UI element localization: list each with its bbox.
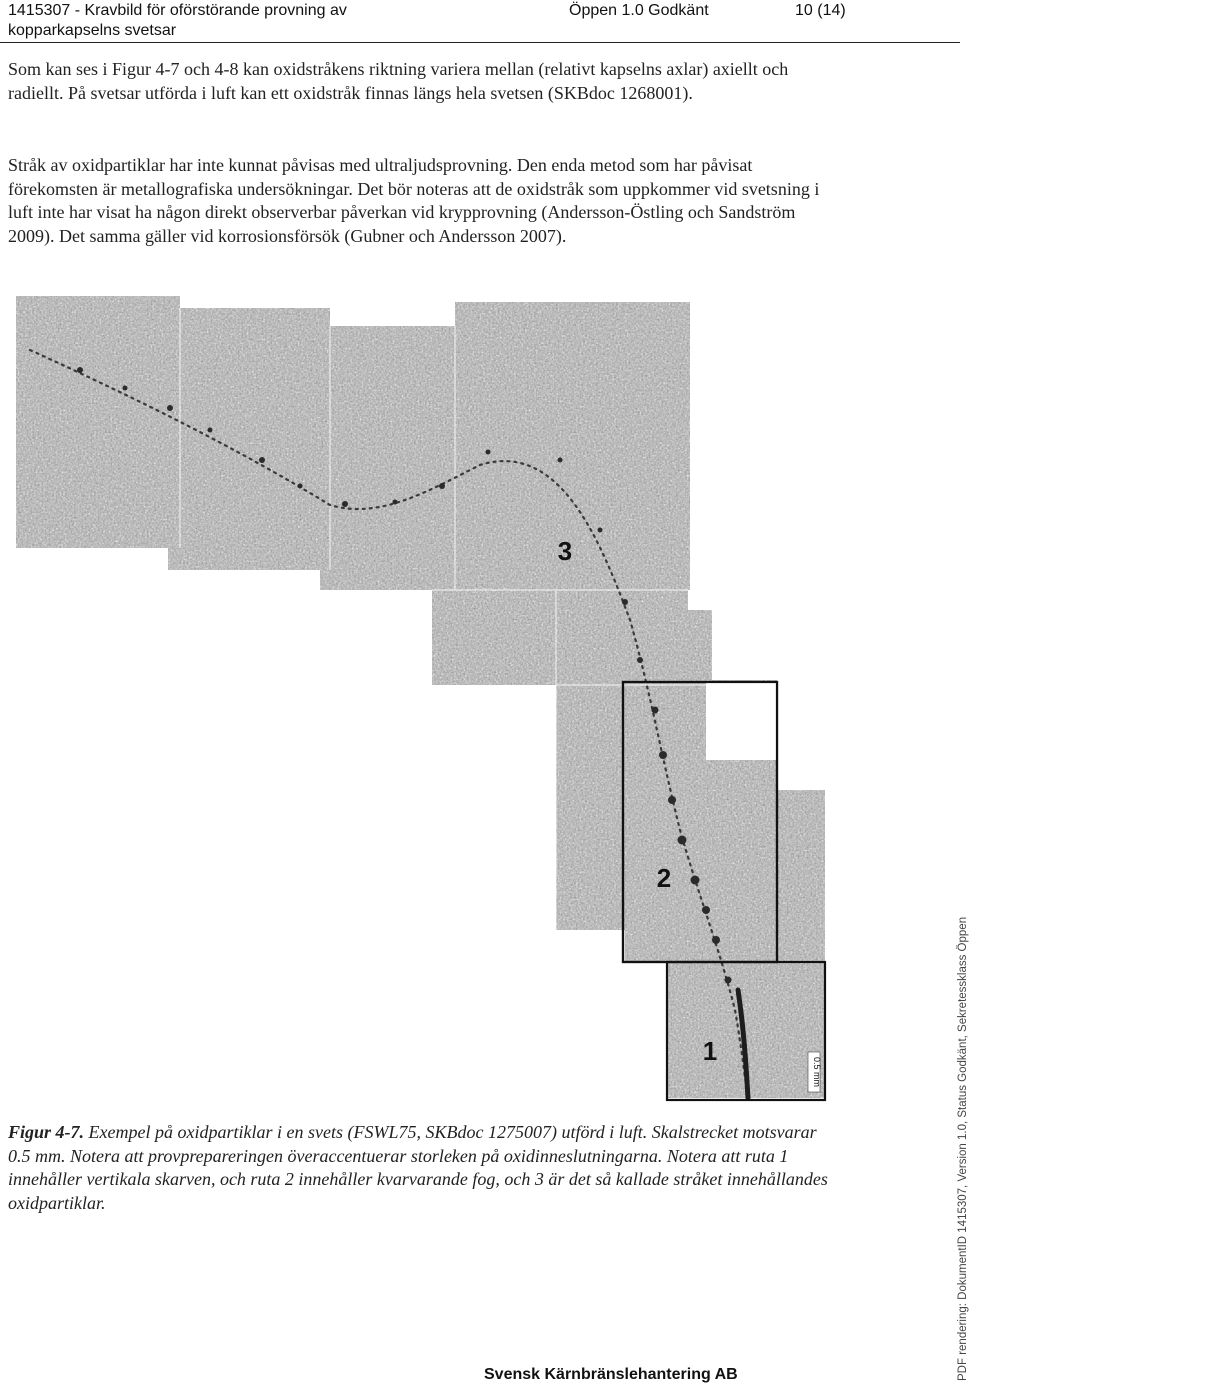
scale-bar: [808, 1052, 822, 1092]
document-title-line1: 1415307 - Kravbild för oförstörande provning av: [8, 2, 347, 19]
sidebar-text: PDF rendering: DokumentID 1415307, Version 1.0, Status Godkänt, Sekretessklass Öppen: [957, 916, 969, 1381]
scale-bar-label: 0.5 mm: [812, 1056, 822, 1088]
body-paragraph-1: [8, 58, 838, 105]
region-label-2: 2: [656, 863, 672, 893]
body-paragraph-2: [8, 154, 838, 248]
blank-corner: [706, 682, 777, 760]
document-title-line2: kopparkapselns svetsar: [8, 22, 177, 39]
page-number: 10 (14): [795, 2, 846, 19]
paragraph-text: Stråk av oxidpartiklar har inte kunnat påvisas med ultraljudsprovning. Den enda metod som har påvisat förekomsten är metallografiska undersökningar. Det bör noteras att de oxidstråk som uppkommer vid svetsning i luft inte har visat ha någon direkt observerbar påverkan vid krypprovning (Andersson-Östling och Sandström 2009). Det samma gäller vid korrosionsförsök (Gubner och Andersson 2007).: [8, 155, 820, 246]
page-header: [0, 0, 960, 44]
figure-caption-label: Figur 4-7.: [8, 1122, 85, 1142]
pdf-rendering-sidebar: [955, 0, 971, 1389]
micrograph-tiles: [0, 290, 830, 1110]
region-label-1: 1: [702, 1036, 718, 1066]
footer-company: Svensk Kärnbränslehantering AB: [484, 1366, 738, 1383]
figure-caption: [8, 1121, 838, 1215]
region-label-3: 3: [557, 536, 573, 566]
paragraph-text: Som kan ses i Figur 4-7 och 4-8 kan oxidstråkens riktning variera mellan (relativt kapselns axlar) axiellt och radiellt. På svetsar utförda i luft kan ett oxidstråk finnas längs hela svetsen (SKBdoc 1268001).: [8, 59, 789, 103]
header-divider: [0, 42, 960, 43]
document-status: Öppen 1.0 Godkänt: [569, 2, 709, 19]
micrograph-figure: [0, 290, 830, 1110]
figure-caption-text: Exempel på oxidpartiklar i en svets (FSWL75, SKBdoc 1275007) utförd i luft. Skalstrecket motsvarar 0.5 mm. Notera att provprepareringen överaccentuerar storleken på oxidinneslutningarna. Notera att ruta 1 innehåller vertikala skarven, och ruta 2 innehåller kvarvarande fog, och 3 är det så kallade stråket innehållandes oxidpartiklar.: [8, 1122, 828, 1213]
